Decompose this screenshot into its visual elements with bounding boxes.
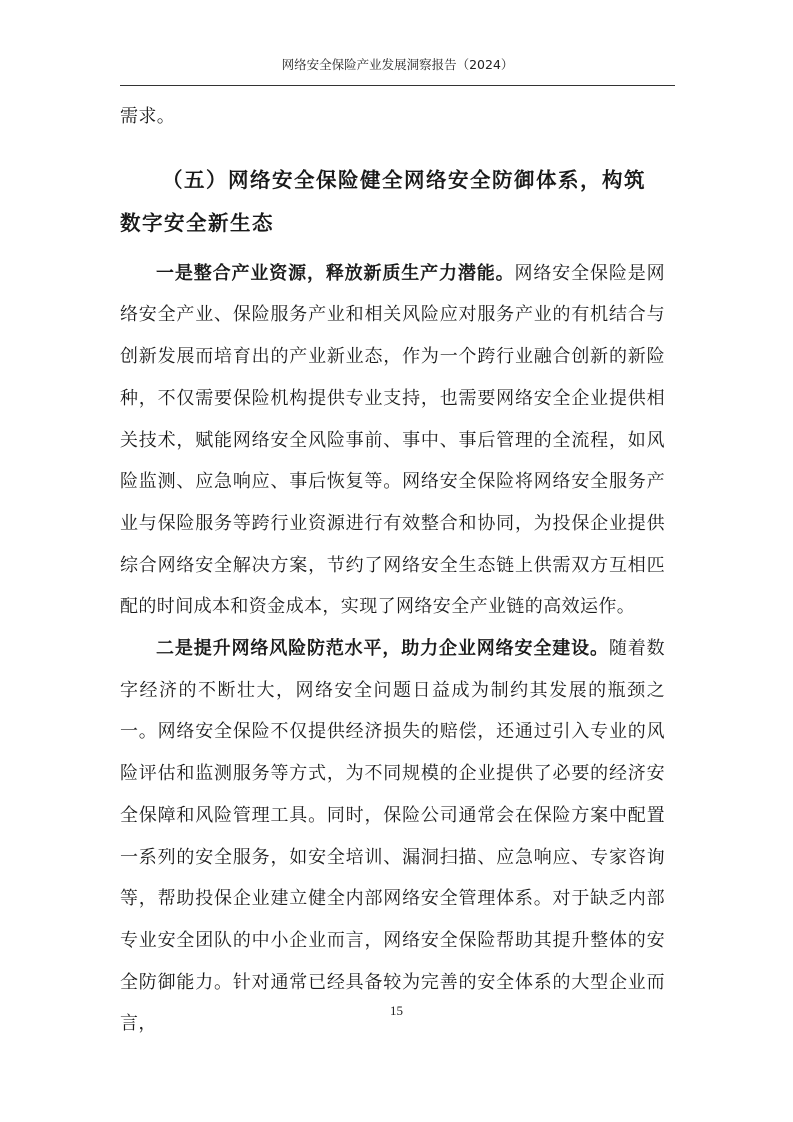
page-number: 15 <box>390 1003 403 1018</box>
header-divider <box>120 85 675 86</box>
paragraph-2 <box>120 628 665 1045</box>
paragraph-2-lead: 二是提升网络风险防范水平，助力企业网络安全建设。 <box>156 638 609 660</box>
paragraph-1-lead: 一是整合产业资源，释放新质生产力潜能。 <box>156 262 515 284</box>
paragraph-1-text: 网络安全保险是网络安全产业、保险服务产业和相关风险应对服务产业的有机结合与创新发展而培育出的产业新业态，作为一个跨行业融合创新的新险种，不仅需要保险机构提供专业支持，也需要网络安全企业提供相关技术，赋能网络安全风险事前、事中、事后管理的全流程，如风险监测、应急响应、事后恢复等。网络安全保险将网络安全服务产业与保险服务等跨行业资源进行有效整合和协同，为投保企业提供综合网络安全解决方案，节约了网络安全生态链上供需双方互相匹配的时间成本和资金成本，实现了网络安全产业链的高效运作。 <box>120 262 665 618</box>
section-heading: （五）网络安全保险健全网络安全防御体系，构筑数字安全新生态 <box>120 167 646 235</box>
running-header: 网络安全保险产业发展洞察报告（2024） <box>281 57 514 72</box>
paragraph-1 <box>120 253 665 628</box>
continuation-text: 需求。 <box>120 106 176 127</box>
page-body <box>120 96 665 1045</box>
paragraph-2-text: 随着数字经济的不断壮大，网络安全问题日益成为制约其发展的瓶颈之一。网络安全保险不仅提供经济损失的赔偿，还通过引入专业的风险评估和监测服务等方式，为不同规模的企业提供了必要的经济安全保障和风险管理工具。同时，保险公司通常会在保险方案中配置一系列的安全服务，如安全培训、漏洞扫描、应急响应、专家咨询等，帮助投保企业建立健全内部网络安全管理体系。对于缺乏内部专业安全团队的中小企业而言，网络安全保险帮助其提升整体的安全防御能力。针对通常已经具备较为完善的安全体系的大型企业而言， <box>120 638 665 1035</box>
